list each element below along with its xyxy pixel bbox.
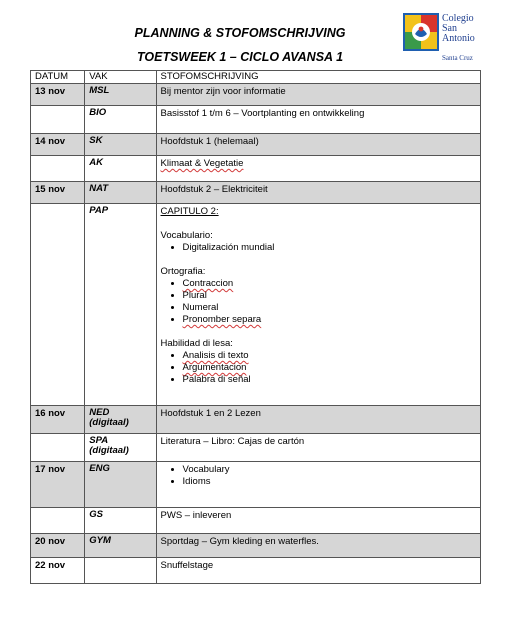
school-crest-icon	[402, 12, 440, 52]
row-content: Hoofdstuk 2 – Elektriciteit	[156, 182, 480, 204]
row-date: 14 nov	[31, 134, 85, 156]
row-subject: SPA (digitaal)	[85, 434, 156, 462]
table-header-row	[31, 71, 481, 84]
planning-table	[30, 70, 481, 584]
row-date	[31, 156, 85, 182]
document-title: PLANNING & STOFOMSCHRIJVING	[134, 26, 346, 40]
row-content	[156, 204, 480, 406]
section-label: Ortografia:	[160, 266, 206, 277]
table-row	[31, 406, 481, 434]
list-item: • Analisis di texto	[183, 350, 476, 362]
section-label: Habilidad di lesa:	[160, 338, 233, 349]
list-item: • Vocabulary	[183, 464, 476, 476]
row-date: 15 nov	[31, 182, 85, 204]
list-item: • Numeral	[183, 302, 476, 314]
table-row	[31, 508, 481, 534]
list-item: • Pronomber separa	[183, 314, 476, 326]
header-datum: DATUM	[31, 71, 85, 84]
section-label: Vocabulario:	[160, 230, 213, 241]
row-subject: NED (digitaal)	[85, 406, 156, 434]
row-subject: NAT	[85, 182, 156, 204]
row-date	[31, 434, 85, 462]
row-content: Klimaat & Vegetatie	[156, 156, 480, 182]
table-row	[31, 534, 481, 558]
row-content	[156, 462, 480, 508]
list-item: • Argumentacion	[183, 362, 476, 374]
table-row	[31, 204, 481, 406]
table-row	[31, 182, 481, 204]
row-subject: GS	[85, 508, 156, 534]
table-row	[31, 84, 481, 106]
row-subject: ENG	[85, 462, 156, 508]
header-stofomschrijving: STOFOMSCHRIJVING	[156, 71, 480, 84]
school-name: Colegio San Antonio	[442, 13, 475, 44]
list-item: • Palabra di señal	[183, 374, 476, 386]
document-subtitle: TOETSWEEK 1 – CICLO AVANSA 1	[136, 50, 344, 64]
row-content: Basisstof 1 t/m 6 – Voortplanting en ontwikkeling	[156, 106, 480, 134]
row-date: 22 nov	[31, 558, 85, 584]
row-date: 16 nov	[31, 406, 85, 434]
row-date	[31, 508, 85, 534]
row-content: Hoofdstuk 1 (helemaal)	[156, 134, 480, 156]
header-vak: VAK	[85, 71, 156, 84]
list-item: • Idioms	[183, 476, 476, 488]
table-row	[31, 156, 481, 182]
table-row	[31, 434, 481, 462]
chapter-heading: CAPITULO 2:	[160, 206, 219, 217]
list-item: • Digitalización mundial	[183, 242, 476, 254]
list-item: • Plural	[183, 290, 476, 302]
row-subject	[85, 558, 156, 584]
row-date	[31, 204, 85, 406]
row-subject: PAP	[85, 204, 156, 406]
row-subject: MSL	[85, 84, 156, 106]
row-date: 17 nov	[31, 462, 85, 508]
row-date	[31, 106, 85, 134]
table-row	[31, 134, 481, 156]
table-row	[31, 106, 481, 134]
row-date: 13 nov	[31, 84, 85, 106]
row-content: PWS – inleveren	[156, 508, 480, 534]
row-subject: AK	[85, 156, 156, 182]
row-content: Snuffelstage	[156, 558, 480, 584]
row-content: Sportdag – Gym kleding en waterfles.	[156, 534, 480, 558]
list-item: • Contraccion	[183, 278, 476, 290]
row-subject: GYM	[85, 534, 156, 558]
row-content: Hoofdstuk 1 en 2 Lezen	[156, 406, 480, 434]
row-subject: BIO	[85, 106, 156, 134]
row-date: 20 nov	[31, 534, 85, 558]
row-content: Bij mentor zijn voor informatie	[156, 84, 480, 106]
school-location: Santa Cruz	[442, 54, 473, 62]
row-content: Literatura – Libro: Cajas de cartón	[156, 434, 480, 462]
table-row	[31, 462, 481, 508]
table-row	[31, 558, 481, 584]
row-subject: SK	[85, 134, 156, 156]
school-logo	[402, 12, 482, 66]
